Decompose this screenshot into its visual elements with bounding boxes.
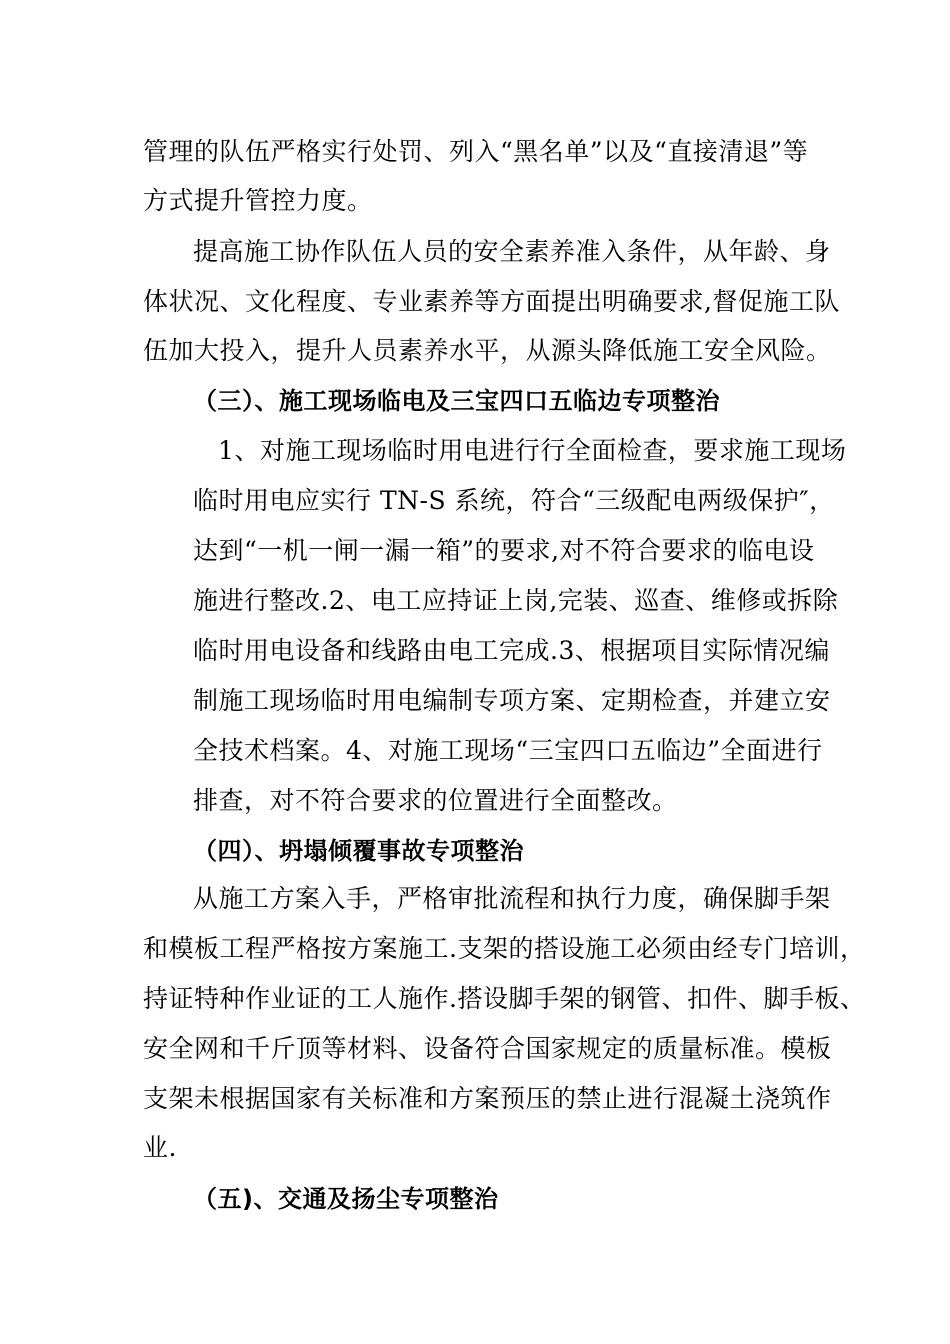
paragraph-line: 1、对施工现场临时用电进行行全面检查，要求施工现场: [218, 436, 847, 465]
paragraph-line: 和模板工程严格按方案施工.支架的搭设施工必须由经专门培训，: [143, 934, 866, 963]
paragraph-line: 提高施工协作队伍人员的安全素养准入条件，从年龄、身: [193, 237, 831, 266]
paragraph-line: 体状况、文化程度、专业素养等方面提出明确要求,督促施工队: [143, 287, 840, 316]
paragraph-line: 达到“一机一闸一漏一箱”的要求,对不符合要求的临电设: [193, 536, 815, 565]
paragraph-line: 持证特种作业证的工人施作.搭设脚手架的钢管、扣件、脚手板、: [143, 984, 866, 1013]
section-heading: （四）、坍塌倾覆事故专项整治: [193, 837, 524, 865]
paragraph-line: 临时用电应实行 TN-S 系统，符合“三级配电两级保护″，: [193, 486, 835, 515]
paragraph-line: 从施工方案入手，严格审批流程和执行力度，确保脚手架: [193, 884, 831, 913]
paragraph-line: 伍加大投入，提升人员素养水平，从源头降低施工安全风险。: [143, 336, 832, 365]
section-heading: （五)、交通及扬尘专项整治: [193, 1185, 499, 1213]
paragraph-line: 支架未根据国家有关标准和方案预压的禁止进行混凝土浇筑作: [143, 1084, 832, 1113]
paragraph-line: 业.: [143, 1133, 177, 1162]
paragraph-line: 全技术档案。4、对施工现场“三宝四口五临边”全面进行: [193, 736, 823, 765]
paragraph-line: 排查，对不符合要求的位置进行全面整改。: [193, 786, 678, 815]
paragraph-line: 临时用电设备和线路由电工完成.3、根据项目实际情况编: [193, 636, 830, 665]
paragraph-line: 安全网和千斤顶等材料、设备符合国家规定的质量标准。模板: [143, 1034, 832, 1063]
paragraph-line: 方式提升管控力度。: [143, 186, 373, 215]
section-heading: （三）、施工现场临电及三宝四口五临边专项整治: [193, 387, 720, 415]
paragraph-line: 制施工现场临时用电编制专项方案、定期检查，并建立安: [193, 686, 831, 715]
paragraph-line: 管理的队伍严格实行处罚、列入“黑名单”以及“直接清退”等: [143, 137, 809, 166]
paragraph-line: 施进行整改.2、电工应持证上岗,完装、巡查、维修或拆除: [193, 586, 839, 615]
